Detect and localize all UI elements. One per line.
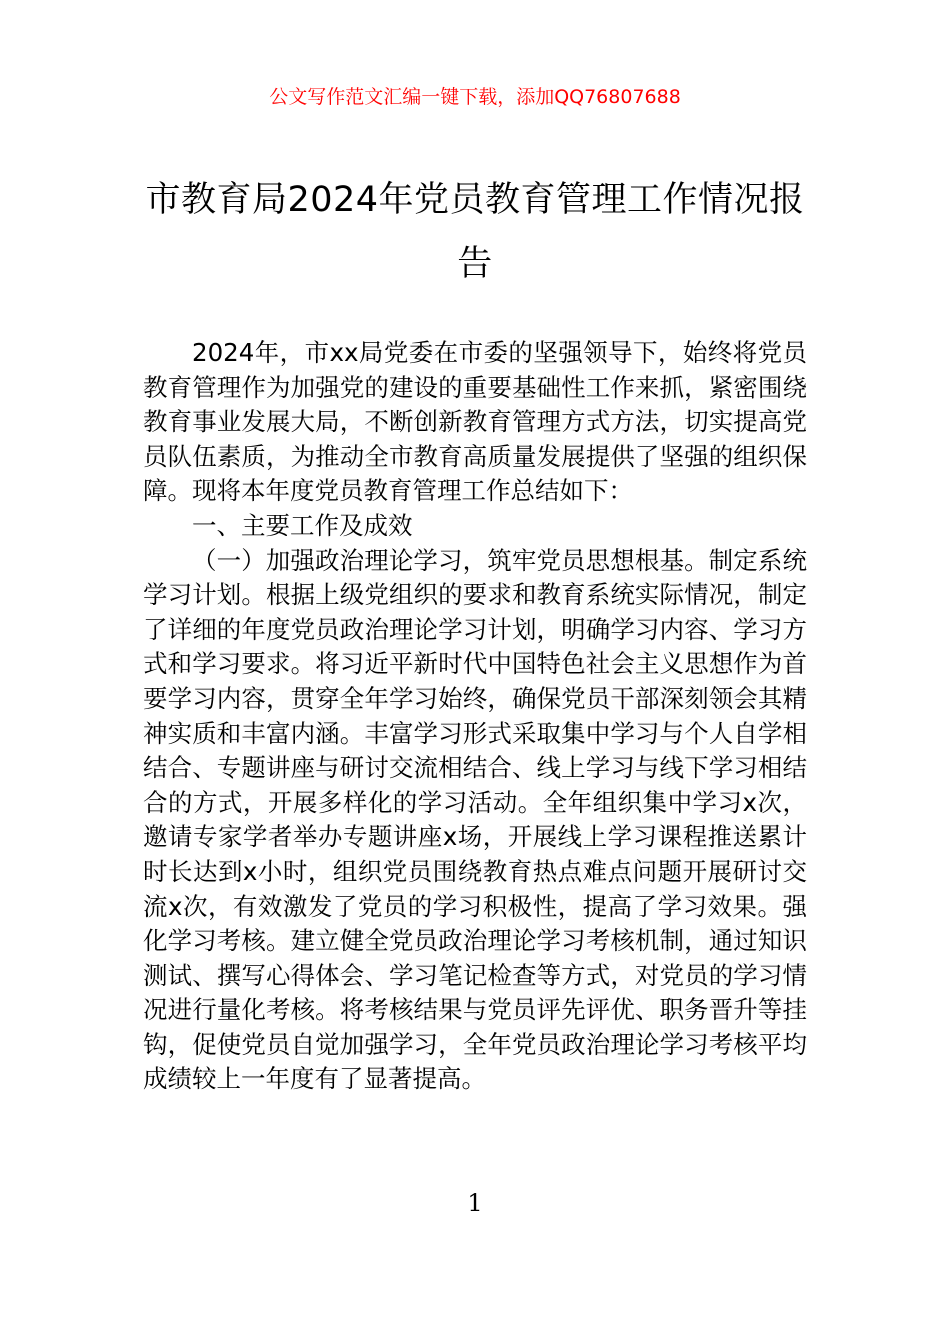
- watermark-banner: 公文写作范文汇编一键下载，添加QQ76807688: [269, 86, 681, 108]
- page-number: 1: [467, 1189, 483, 1217]
- body-paragraph: （一）加强政治理论学习，筑牢党员思想根基。制定系统学习计划。根据上级党组织的要求和教育系统实际情况，制定了详细的年度党员政治理论学习计划，明确学习内容、学习方式和学习要求。将习近平新时代中国特色社会主义思想作为首要学习内容，贯穿全年学习始终，确保党员干部深刻领会其精神实质和丰富内涵。丰富学习形式采取集中学习与个人自学相结合、专题讲座与研讨交流相结合、线上学习与线下学习相结合的方式，开展多样化的学习活动。全年组织集中学习x次，邀请专家学者举办专题讲座x场，开展线上学习课程推送累计时长达到x小时，组织党员围绕教育热点难点问题开展研讨交流x次，有效激发了党员的学习积极性，提高了学习效果。强化学习考核。建立健全党员政治理论学习考核机制，通过知识测试、撰写心得体会、学习笔记检查等方式，对党员的学习情况进行量化考核。将考核结果与党员评先评优、职务晋升等挂钩，促使党员自觉加强学习，全年党员政治理论学习考核平均成绩较上一年度有了显著提高。: [143, 545, 807, 1094]
- document-body: [143, 336, 807, 1097]
- document-title: 市教育局2024年党员教育管理工作情况报告: [145, 180, 805, 284]
- intro-paragraph: 2024年，市xx局党委在市委的坚强领导下，始终将党员教育管理作为加强党的建设的重要基础性工作来抓，紧密围绕教育事业发展大局，不断创新教育管理方式方法，切实提高党员队伍素质，为推动全市教育高质量发展提供了坚强的组织保障。现将本年度党员教育管理工作总结如下：: [143, 338, 807, 506]
- section-heading: 一、主要工作及成效: [192, 510, 413, 540]
